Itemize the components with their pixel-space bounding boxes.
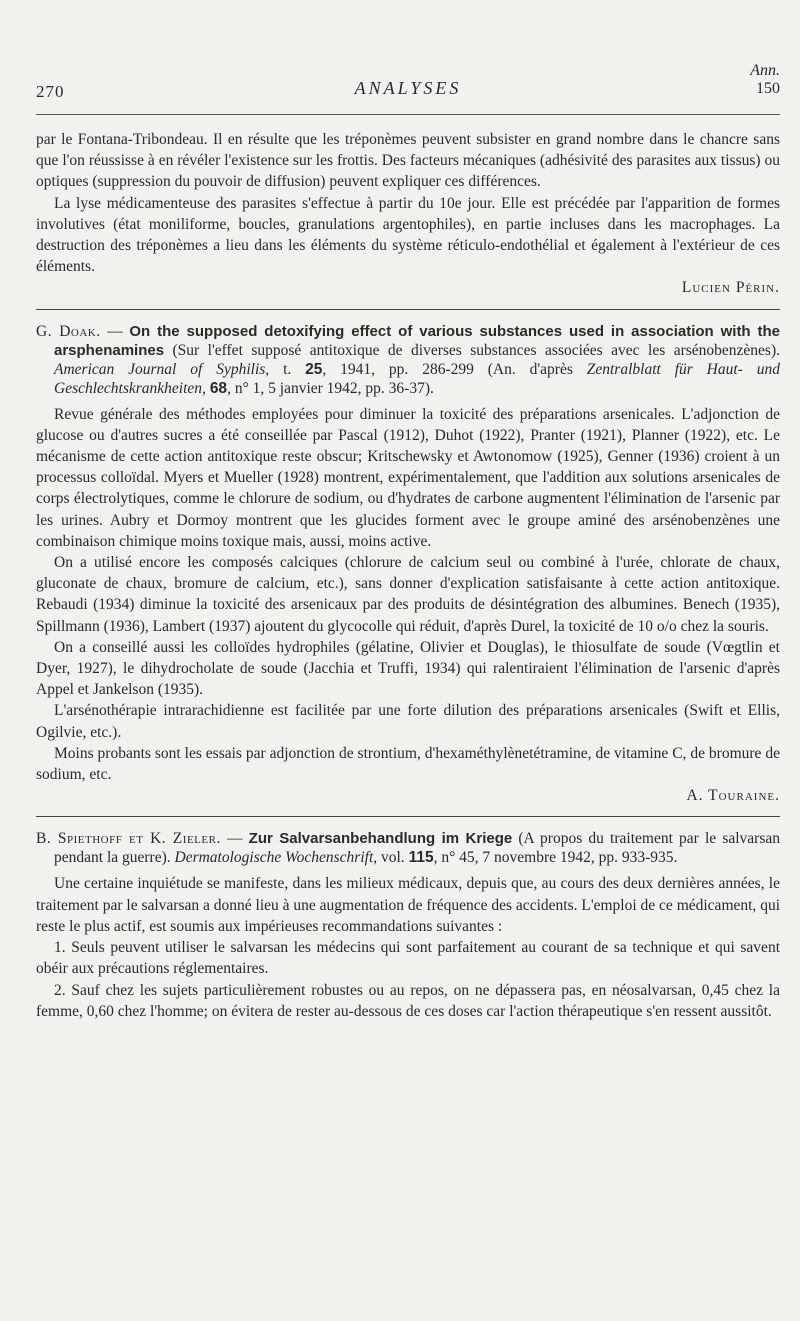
ref-source: American Journal of Syphilis: [54, 360, 266, 378]
review-spiethoff: [36, 829, 780, 1021]
ref-author: G. Doak.: [36, 322, 101, 340]
bibliographic-reference: [36, 829, 780, 867]
paragraph: par le Fontana-Tribondeau. Il en résulte que les tréponèmes peuvent subsister en grand nombre dans le chancre sans que l'on réussisse à en révéler l'existence sur les frottis. Des facteurs mécaniques (adhésivité des parasites aux tissus) ou optiques (suppression du pouvoir de diffusion) peuvent expliquer ces différences.: [36, 131, 780, 191]
list-item: 2. Sauf chez les sujets particulièrement robustes ou au repos, on ne dépassera pas, en néosalvarsan, 0,45 chez la femme, 0,60 chez l'homme; on évitera de rester au-dessous de ces doses car l'action thérapeutique s'en ressent aussitôt.: [36, 981, 780, 1020]
ref-t: , t.: [265, 360, 306, 378]
paragraph: Moins probants sont les essais par adjonction de strontium, d'hexaméthylènetétramine, de vitamine C, de bromure de sodium, etc.: [36, 744, 780, 784]
ref-rest-2: , n° 1, 5 janvier 1942, pp. 36-37).: [227, 379, 434, 397]
list-item: 1. Seuls peuvent utiliser le salvarsan les médecins qui sont parfaitement au courant de sa technique et qui savent obéir aux précautions réglementaires.: [36, 939, 780, 978]
ref-vol-prefix: , vol.: [373, 849, 409, 867]
ref-volume-2: 68: [209, 379, 228, 397]
review-doak: [36, 322, 780, 807]
journal-reference: [750, 62, 780, 98]
page-header: [36, 60, 780, 108]
ref-author: B. Spiethoff et K. Zieler.: [36, 830, 221, 848]
journal-number: 150: [756, 80, 780, 97]
ref-translation: (Sur l'effet supposé antitoxique de diverses substances associées avec les arsénobenzènes).: [164, 341, 780, 359]
ref-dash: —: [100, 322, 130, 340]
section-divider: [36, 309, 780, 310]
paragraph: L'arsénothérapie intrarachidienne est facilitée par une forte dilution des préparations arsenicales (Swift et Ellis, Ogilvie, etc.).: [36, 702, 780, 741]
paragraph: Une certaine inquiétude se manifeste, dans les milieux médicaux, depuis que, au cours des deux dernières années, le traitement par le salvarsan a donné lieu à une augmentation de fréquence des accidents. L'emploi de ce médicament, qui reste le plus actif, est soumis aux impérieuses recommandations suivantes :: [36, 875, 780, 935]
signature: Lucien Périn.: [681, 279, 780, 297]
signature: A. Touraine.: [686, 787, 780, 805]
ref-title: Zur Salvarsanbehandlung im Kriege: [248, 830, 513, 848]
ref-volume: 25: [305, 360, 323, 378]
ref-rest: , 1941, pp. 286-299 (An. d'après: [322, 360, 587, 378]
journal-abbr: Ann.: [750, 62, 780, 79]
ref-comma: ,: [202, 379, 210, 397]
review-perin: [36, 129, 780, 299]
page-number: 270: [36, 82, 65, 101]
page: [36, 60, 780, 1032]
paragraph: La lyse médicamenteuse des parasites s'effectue à partir du 10e jour. Elle est précédée par l'apparition de formes involutives (état moniliforme, boucles, granulations argentophiles), en partie incluses dans les macrophages. La destruction des tréponèmes a lieu dans les éléments du système réticulo-endothélial et également à l'extérieur de ces éléments.: [36, 194, 780, 276]
ref-title: On the supposed detoxifying effect of various substances used in association with the arsphenamines: [54, 322, 781, 359]
ref-source: Dermatologische Wochenschrift: [174, 849, 374, 867]
header-rule: [36, 114, 780, 115]
section-divider: [36, 816, 780, 817]
ref-rest: , n° 45, 7 novembre 1942, pp. 933-935.: [433, 849, 678, 867]
running-title: ANALYSES: [354, 78, 462, 98]
bibliographic-reference: [36, 322, 780, 398]
ref-dash: —: [220, 830, 249, 848]
ref-translation: (A propos du traitement par le salvarsan pendant la guerre).: [54, 830, 781, 867]
ref-source-2: Zentralblatt für Haut- und Geschlechtskrankheiten: [54, 360, 780, 397]
paragraph: On a conseillé aussi les colloïdes hydrophiles (gélatine, Olivier et Douglas), le thiosulfate de soude (Vœgtlin et Dyer, 1927), le dihydrocholate de soude (Jacchia et Truffi, 1934) qui ralentiraient l'élimination de l'arsenic d'après Appel et Jankelson (1935).: [36, 638, 780, 699]
ref-volume: 115: [408, 849, 434, 867]
paragraph: On a utilisé encore les composés calciques (chlorure de calcium seul ou combiné à l'urée, chlorate de chaux, gluconate de chaux, bromure de calcium, etc.), sans donner d'explication satisfaisante à cette action antitoxique. Rebaudi (1934) diminue la toxicité des arsenicaux par des produits de désintégration des albumines. Benech (1935), Spillmann (1936), Lambert (1937) ajoutent du glycocolle qui réduit, d'après Durel, la toxicité de 10 o/o chez la souris.: [36, 554, 780, 635]
paragraph: Revue générale des méthodes employées pour diminuer la toxicité des préparations arsenicales. L'adjonction de glucose ou d'autres sucres a été conseillée par Pascal (1912), Duhot (1922), Pranter (1921), Planner (1922), etc. Le mécanisme de cette action antitoxique reste obscur; Kritschewsky et Awtonomow (1925), Genner (1936) croient à un processus colloïdal. Myers et Mueller (1928) montrent, expérimentalement, que l'addition aux solutions arsenicales de corps électrolytiques, comme le chlorure de sodium, ou d'hydrates de carbone augmentent l'élimination de l'arsenic par les urines. Aubry et Dormoy montrent que les glucides forment avec le groupe aminé des arsénobenzènes une combinaison chimique moins toxique mais, aussi, moins active.: [36, 405, 780, 550]
